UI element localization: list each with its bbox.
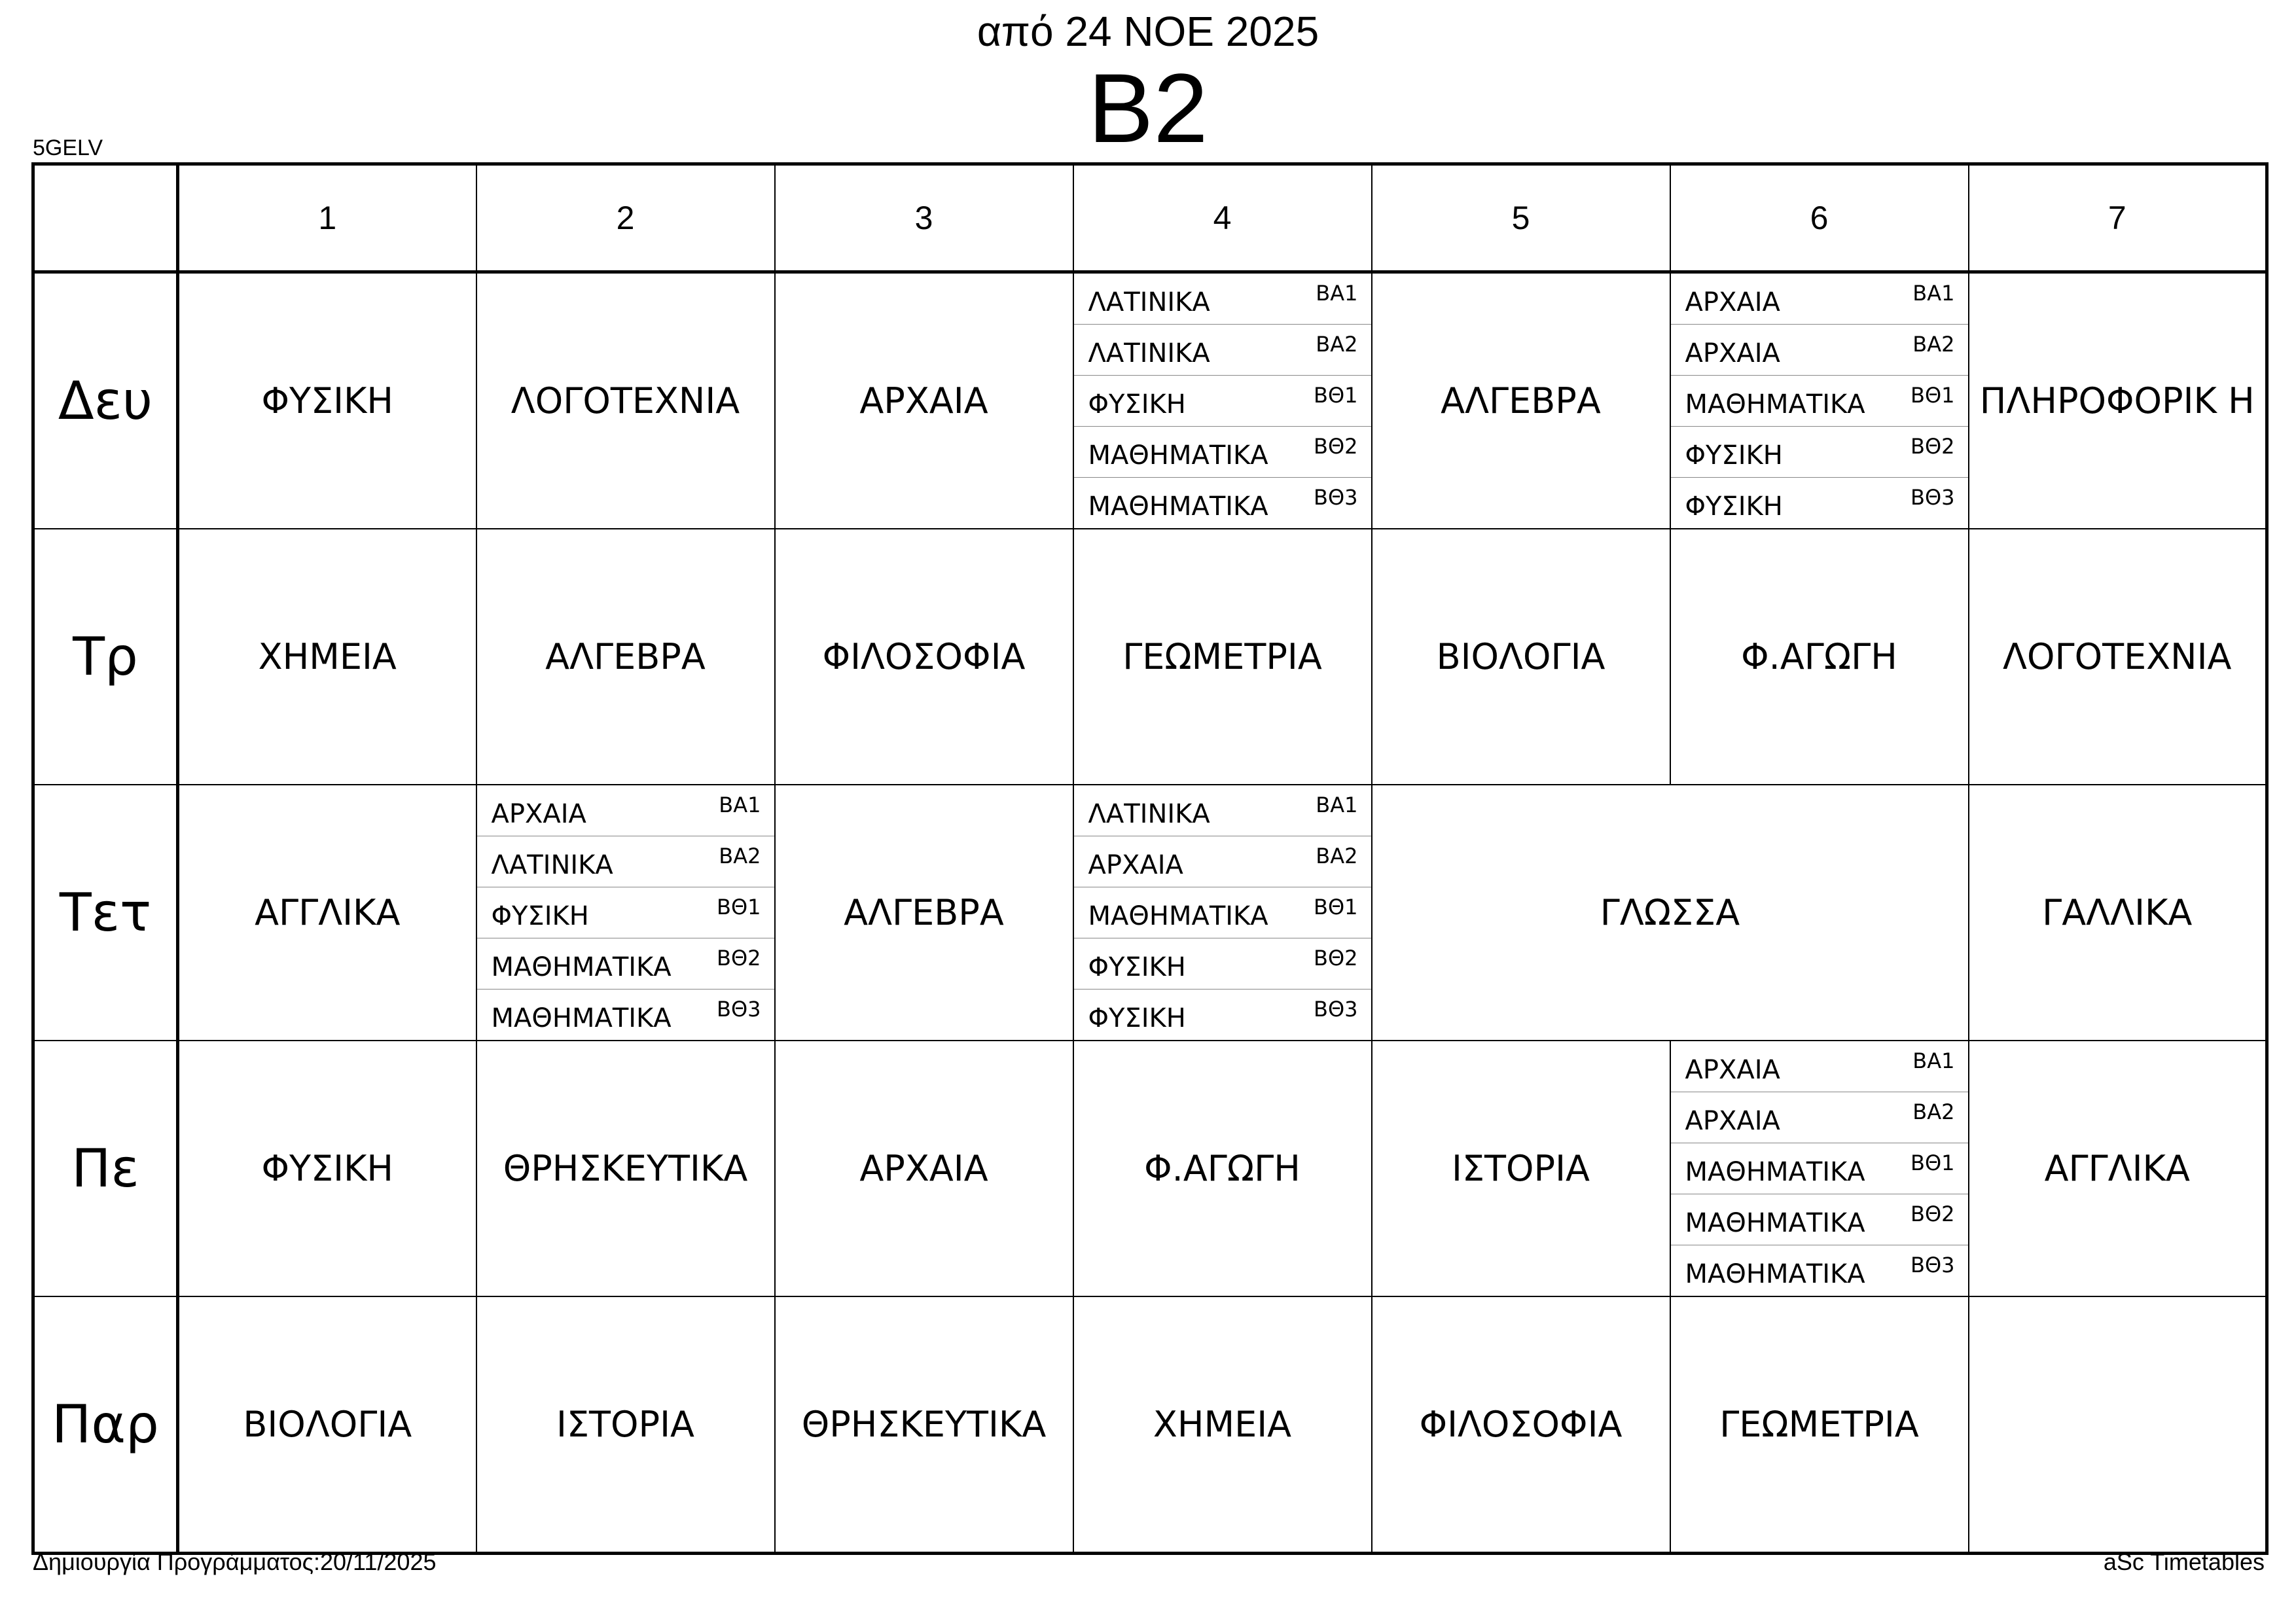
lesson-subject: ΦΥΣΙΚΗ (261, 1147, 394, 1189)
period-header: 3 (775, 164, 1073, 272)
group-code: ΒΘ2 (1314, 434, 1358, 459)
lesson-cell (178, 1296, 476, 1554)
lesson-cell (1670, 1296, 1969, 1554)
lesson-subject: ΦΙΛΟΣΟΦΙΑ (822, 635, 1026, 677)
group-subject: ΜΑΘΗΜΑΤΙΚΑ (1685, 389, 1865, 419)
lesson-subject: ΙΣΤΟΡΙΑ (556, 1403, 694, 1445)
lesson-subject: ΓΛΩΣΣΑ (1600, 891, 1740, 933)
group-lesson (1671, 1092, 1968, 1143)
group-subject: ΛΑΤΙΝΙΚΑ (1088, 798, 1210, 829)
lesson-subject: ΘΡΗΣΚΕΥΤΙΚΑ (801, 1403, 1047, 1445)
corner-cell (33, 164, 178, 272)
day-row (33, 1296, 2267, 1554)
group-code: ΒΘ2 (1910, 1202, 1955, 1226)
group-lesson (1074, 325, 1371, 376)
lesson-subject: ΛΟΓΟΤΕΧΝΙΑ (511, 380, 740, 421)
timetable-date: από 24 ΝΟΕ 2025 (977, 8, 1319, 55)
group-subject: ΑΡΧΑΙΑ (1685, 1054, 1780, 1085)
lesson-cell (1073, 529, 1372, 785)
day-label: Πε (33, 1041, 178, 1296)
lesson-cell (178, 272, 476, 529)
lesson-cell (178, 785, 476, 1041)
day-label: Τρ (33, 529, 178, 785)
group-lesson (1671, 478, 1968, 528)
group-lesson (1074, 274, 1371, 325)
creation-date: Δημιουργία Προγράμματος:20/11/2025 (33, 1548, 437, 1575)
group-code: ΒΘ1 (1910, 1150, 1955, 1175)
lesson-cell (1670, 272, 1969, 529)
group-code: ΒΑ1 (719, 793, 761, 817)
group-code: ΒΘ1 (717, 895, 761, 919)
lesson-subject: ΓΑΛΛΙΚΑ (2042, 891, 2193, 933)
lesson-subject: ΛΟΓΟΤΕΧΝΙΑ (2003, 635, 2232, 677)
lesson-cell (178, 529, 476, 785)
group-lesson (1074, 376, 1371, 427)
period-header: 2 (476, 164, 775, 272)
group-lesson (477, 836, 774, 887)
lesson-cell (1073, 272, 1372, 529)
group-code: ΒΑ2 (1316, 332, 1358, 357)
lesson-cell (1670, 529, 1969, 785)
lesson-subject: ΑΛΓΕΒΡΑ (1441, 380, 1601, 421)
lesson-cell (476, 1296, 775, 1554)
lesson-cell (775, 529, 1073, 785)
group-subject: ΜΑΘΗΜΑΤΙΚΑ (1685, 1258, 1865, 1289)
lesson-subject: ΑΓΓΛΙΚΑ (255, 891, 401, 933)
group-subject: ΜΑΘΗΜΑΤΙΚΑ (491, 1003, 672, 1033)
group-subject: ΦΥΣΙΚΗ (491, 901, 589, 931)
group-subject: ΦΥΣΙΚΗ (1685, 491, 1783, 522)
group-subject: ΜΑΘΗΜΑΤΙΚΑ (1685, 1156, 1865, 1187)
lesson-subject: ΑΛΓΕΒΡΑ (844, 891, 1004, 933)
group-subject: ΜΑΘΗΜΑΤΙΚΑ (1088, 491, 1268, 522)
lesson-cell (1969, 1296, 2267, 1554)
day-label: Τετ (33, 785, 178, 1041)
group-lesson (1074, 785, 1371, 836)
day-label: Παρ (33, 1296, 178, 1554)
group-code: ΒΘ3 (1314, 485, 1358, 510)
split-lesson (1671, 1041, 1968, 1296)
lesson-cell (775, 272, 1073, 529)
group-subject: ΜΑΘΗΜΑΤΙΚΑ (1685, 1207, 1865, 1238)
group-code: ΒΑ1 (1316, 793, 1358, 817)
group-subject: ΦΥΣΙΚΗ (1088, 389, 1186, 419)
period-header: 4 (1073, 164, 1372, 272)
group-code: ΒΑ1 (1912, 281, 1955, 306)
period-header: 7 (1969, 164, 2267, 272)
lesson-subject: ΑΡΧΑΙΑ (859, 380, 988, 421)
lesson-subject: ΦΥΣΙΚΗ (261, 380, 394, 421)
group-subject: ΑΡΧΑΙΑ (491, 798, 586, 829)
group-code: ΒΑ2 (719, 844, 761, 868)
group-code: ΒΘ3 (1314, 997, 1358, 1022)
group-code: ΒΑ1 (1912, 1048, 1955, 1073)
group-code: ΒΘ2 (1910, 434, 1955, 459)
software-credit: aSc Timetables (2103, 1548, 2265, 1575)
group-subject: ΑΡΧΑΙΑ (1685, 338, 1780, 368)
lesson-subject: ΧΗΜΕΙΑ (258, 635, 397, 677)
group-lesson (1671, 274, 1968, 325)
group-lesson (1074, 887, 1371, 938)
day-row (33, 529, 2267, 785)
period-header: 5 (1372, 164, 1670, 272)
day-label: Δευ (33, 272, 178, 529)
lesson-cell (1969, 529, 2267, 785)
group-lesson (1671, 325, 1968, 376)
group-code: ΒΑ1 (1316, 281, 1358, 306)
lesson-cell (476, 785, 775, 1041)
group-subject: ΑΡΧΑΙΑ (1685, 1105, 1780, 1136)
group-lesson (1074, 990, 1371, 1040)
group-subject: ΜΑΘΗΜΑΤΙΚΑ (1088, 440, 1268, 471)
lesson-subject: Φ.ΑΓΩΓΗ (1741, 635, 1897, 677)
lesson-subject: ΙΣΤΟΡΙΑ (1452, 1147, 1590, 1189)
split-lesson (1671, 274, 1968, 528)
group-subject: ΜΑΘΗΜΑΤΙΚΑ (491, 952, 672, 982)
lesson-subject: ΧΗΜΕΙΑ (1153, 1403, 1292, 1445)
lesson-cell (1372, 272, 1670, 529)
lesson-cell (1372, 1041, 1670, 1296)
group-subject: ΦΥΣΙΚΗ (1088, 952, 1186, 982)
period-header: 6 (1670, 164, 1969, 272)
group-code: ΒΘ2 (717, 946, 761, 971)
lesson-cell (476, 272, 775, 529)
day-row (33, 272, 2267, 529)
group-lesson (1074, 938, 1371, 990)
group-subject: ΑΡΧΑΙΑ (1088, 849, 1183, 880)
lesson-subject: Φ.ΑΓΩΓΗ (1144, 1147, 1300, 1189)
group-subject: ΜΑΘΗΜΑΤΙΚΑ (1088, 901, 1268, 931)
group-subject: ΛΑΤΙΝΙΚΑ (1088, 338, 1210, 368)
group-lesson (1671, 1041, 1968, 1092)
group-lesson (477, 785, 774, 836)
group-code: ΒΘ3 (1910, 485, 1955, 510)
lesson-cell (1670, 1041, 1969, 1296)
group-code: ΒΘ3 (1910, 1253, 1955, 1277)
group-code: ΒΘ1 (1314, 383, 1358, 408)
class-title: B2 (1088, 53, 1208, 163)
group-subject: ΛΑΤΙΝΙΚΑ (491, 849, 613, 880)
timetable-grid (31, 162, 2269, 1555)
period-header-row (33, 164, 2267, 272)
group-code: ΒΑ2 (1316, 844, 1358, 868)
lesson-cell (1372, 785, 1969, 1041)
group-lesson (1671, 427, 1968, 478)
group-lesson (1671, 376, 1968, 427)
group-lesson (477, 938, 774, 990)
lesson-subject: ΑΓΓΛΙΚΑ (2044, 1147, 2190, 1189)
group-subject: ΦΥΣΙΚΗ (1088, 1003, 1186, 1033)
split-lesson (477, 785, 774, 1040)
lesson-cell (1969, 1041, 2267, 1296)
lesson-cell (476, 529, 775, 785)
group-lesson (1074, 836, 1371, 887)
school-code: 5GELV (33, 135, 103, 160)
lesson-cell (1969, 272, 2267, 529)
lesson-subject: ΒΙΟΛΟΓΙΑ (243, 1403, 412, 1445)
group-code: ΒΘ1 (1910, 383, 1955, 408)
split-lesson (1074, 274, 1371, 528)
group-subject: ΦΥΣΙΚΗ (1685, 440, 1783, 471)
group-lesson (477, 887, 774, 938)
group-code: ΒΑ2 (1912, 332, 1955, 357)
group-code: ΒΘ2 (1314, 946, 1358, 971)
lesson-subject: ΦΙΛΟΣΟΦΙΑ (1419, 1403, 1623, 1445)
group-code: ΒΘ1 (1314, 895, 1358, 919)
lesson-cell (1073, 1296, 1372, 1554)
lesson-cell (178, 1041, 476, 1296)
lesson-subject: ΑΡΧΑΙΑ (859, 1147, 988, 1189)
group-lesson (1671, 1245, 1968, 1296)
lesson-subject: ΘΡΗΣΚΕΥΤΙΚΑ (503, 1147, 748, 1189)
lesson-cell (1372, 529, 1670, 785)
day-row (33, 1041, 2267, 1296)
lesson-cell (775, 1296, 1073, 1554)
lesson-cell (775, 1041, 1073, 1296)
group-lesson (1074, 427, 1371, 478)
group-subject: ΛΑΤΙΝΙΚΑ (1088, 287, 1210, 317)
group-code: ΒΘ3 (717, 997, 761, 1022)
lesson-subject: ΓΕΩΜΕΤΡΙΑ (1122, 635, 1322, 677)
lesson-subject: ΑΛΓΕΒΡΑ (545, 635, 706, 677)
lesson-cell (1073, 1041, 1372, 1296)
lesson-cell (476, 1041, 775, 1296)
period-header: 1 (178, 164, 476, 272)
lesson-subject: ΒΙΟΛΟΓΙΑ (1436, 635, 1605, 677)
lesson-cell (1073, 785, 1372, 1041)
lesson-cell (1372, 1296, 1670, 1554)
group-lesson (1671, 1143, 1968, 1194)
group-lesson (1671, 1194, 1968, 1245)
split-lesson (1074, 785, 1371, 1040)
group-lesson (477, 990, 774, 1040)
group-lesson (1074, 478, 1371, 528)
group-code: ΒΑ2 (1912, 1099, 1955, 1124)
lesson-cell (775, 785, 1073, 1041)
group-subject: ΑΡΧΑΙΑ (1685, 287, 1780, 317)
day-row (33, 785, 2267, 1041)
lesson-subject: ΠΛΗΡΟΦΟΡΙΚ Η (1979, 380, 2255, 421)
lesson-subject: ΓΕΩΜΕΤΡΙΑ (1719, 1403, 1919, 1445)
lesson-cell (1969, 785, 2267, 1041)
